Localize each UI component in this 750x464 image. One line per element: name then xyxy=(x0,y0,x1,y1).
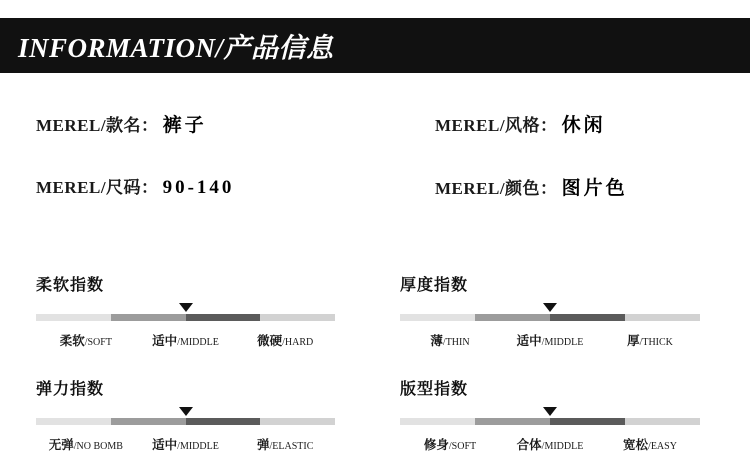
scale-segment xyxy=(400,418,475,425)
scale-label xyxy=(400,331,500,350)
index-scale xyxy=(400,403,700,431)
spec-value: 90-140 xyxy=(162,177,235,198)
scale-segment xyxy=(625,314,700,321)
scale-label xyxy=(136,331,236,350)
scale-bar xyxy=(36,418,335,425)
scale-label-en: /NO BOMB xyxy=(73,441,123,452)
scale-label-en: /THIN xyxy=(442,337,470,348)
scale-label xyxy=(400,435,500,454)
scale-segment xyxy=(400,314,475,321)
scale-label-cn: 无弹 xyxy=(48,438,74,452)
scale-labels xyxy=(400,435,700,454)
scale-segment xyxy=(260,418,335,425)
index-scale xyxy=(36,403,335,431)
scale-label-cn: 宽松 xyxy=(623,438,649,452)
index-title: 弹力指数 xyxy=(36,381,105,398)
scale-bar xyxy=(400,418,700,425)
scale-label-en: /SOFT xyxy=(84,337,112,348)
scale-segment xyxy=(550,418,625,425)
index-softness xyxy=(0,272,375,350)
scale-label xyxy=(235,331,335,350)
index-title: 厚度指数 xyxy=(400,277,469,294)
spec-label: MEREL/款名： xyxy=(36,116,159,135)
scale-segment xyxy=(36,314,111,321)
scale-segment xyxy=(36,418,111,425)
scale-label-cn: 适中 xyxy=(152,438,178,452)
scale-segment xyxy=(475,314,550,321)
scale-label xyxy=(36,331,136,350)
scale-labels xyxy=(36,435,335,454)
index-thickness xyxy=(375,272,750,350)
scale-label xyxy=(500,331,600,350)
index-fit xyxy=(375,376,750,454)
spec-item-style-name xyxy=(0,110,375,137)
scale-segment xyxy=(475,418,550,425)
scale-marker-icon xyxy=(543,407,557,416)
scale-segment xyxy=(111,418,186,425)
spec-value: 裤子 xyxy=(162,115,207,136)
index-section xyxy=(0,272,750,464)
spec-item-size xyxy=(0,173,375,200)
scale-label-en: /MIDDLE xyxy=(177,441,219,452)
page-title: INFORMATION/产品信息 xyxy=(18,33,334,63)
scale-labels xyxy=(36,331,335,350)
scale-label-en: /SOFT xyxy=(448,441,477,452)
scale-segment xyxy=(111,314,186,321)
scale-segment xyxy=(186,418,261,425)
index-title: 版型指数 xyxy=(400,381,469,398)
index-row xyxy=(0,376,750,454)
scale-label xyxy=(500,435,600,454)
index-scale xyxy=(36,299,335,327)
scale-label-cn: 合体 xyxy=(516,438,542,452)
spec-row xyxy=(0,110,750,137)
scale-label-en: /ELASTIC xyxy=(269,441,314,452)
scale-segment xyxy=(260,314,335,321)
scale-marker-icon xyxy=(179,407,193,416)
scale-label xyxy=(36,435,136,454)
scale-label xyxy=(600,331,700,350)
scale-label xyxy=(136,435,236,454)
spec-item-color xyxy=(375,173,750,200)
scale-label xyxy=(235,435,335,454)
scale-label-cn: 厚 xyxy=(627,334,640,348)
scale-bar xyxy=(400,314,700,321)
spec-section xyxy=(0,110,750,236)
scale-bar xyxy=(36,314,335,321)
scale-label-cn: 适中 xyxy=(516,334,542,348)
scale-label-cn: 柔软 xyxy=(59,334,85,348)
scale-label-cn: 修身 xyxy=(423,438,449,452)
scale-label-en: /MIDDLE xyxy=(177,337,219,348)
scale-label-en: /EASY xyxy=(648,441,677,452)
scale-labels xyxy=(400,331,700,350)
scale-label-en: /MIDDLE xyxy=(541,337,584,348)
scale-marker-icon xyxy=(179,303,193,312)
scale-label-en: /THICK xyxy=(639,337,673,348)
spec-value: 图片色 xyxy=(561,178,628,199)
scale-label-cn: 适中 xyxy=(152,334,178,348)
scale-label-en: /MIDDLE xyxy=(541,441,584,452)
scale-label-cn: 弹 xyxy=(256,438,270,452)
spec-item-style xyxy=(375,110,750,137)
spec-label: MEREL/风格： xyxy=(435,116,558,135)
scale-segment xyxy=(186,314,261,321)
index-title: 柔软指数 xyxy=(36,277,105,294)
scale-label-en: /HARD xyxy=(282,337,314,348)
scale-label-cn: 薄 xyxy=(430,334,443,348)
scale-marker-icon xyxy=(543,303,557,312)
spec-value: 休闲 xyxy=(561,115,606,136)
spec-label: MEREL/颜色： xyxy=(435,179,558,198)
scale-label-cn: 微硬 xyxy=(257,334,283,348)
index-row xyxy=(0,272,750,350)
spec-row xyxy=(0,173,750,200)
index-scale xyxy=(400,299,700,327)
scale-segment xyxy=(550,314,625,321)
page-header xyxy=(0,18,750,73)
scale-label xyxy=(600,435,700,454)
index-elasticity xyxy=(0,376,375,454)
spec-label: MEREL/尺码： xyxy=(36,178,159,197)
scale-segment xyxy=(625,418,700,425)
